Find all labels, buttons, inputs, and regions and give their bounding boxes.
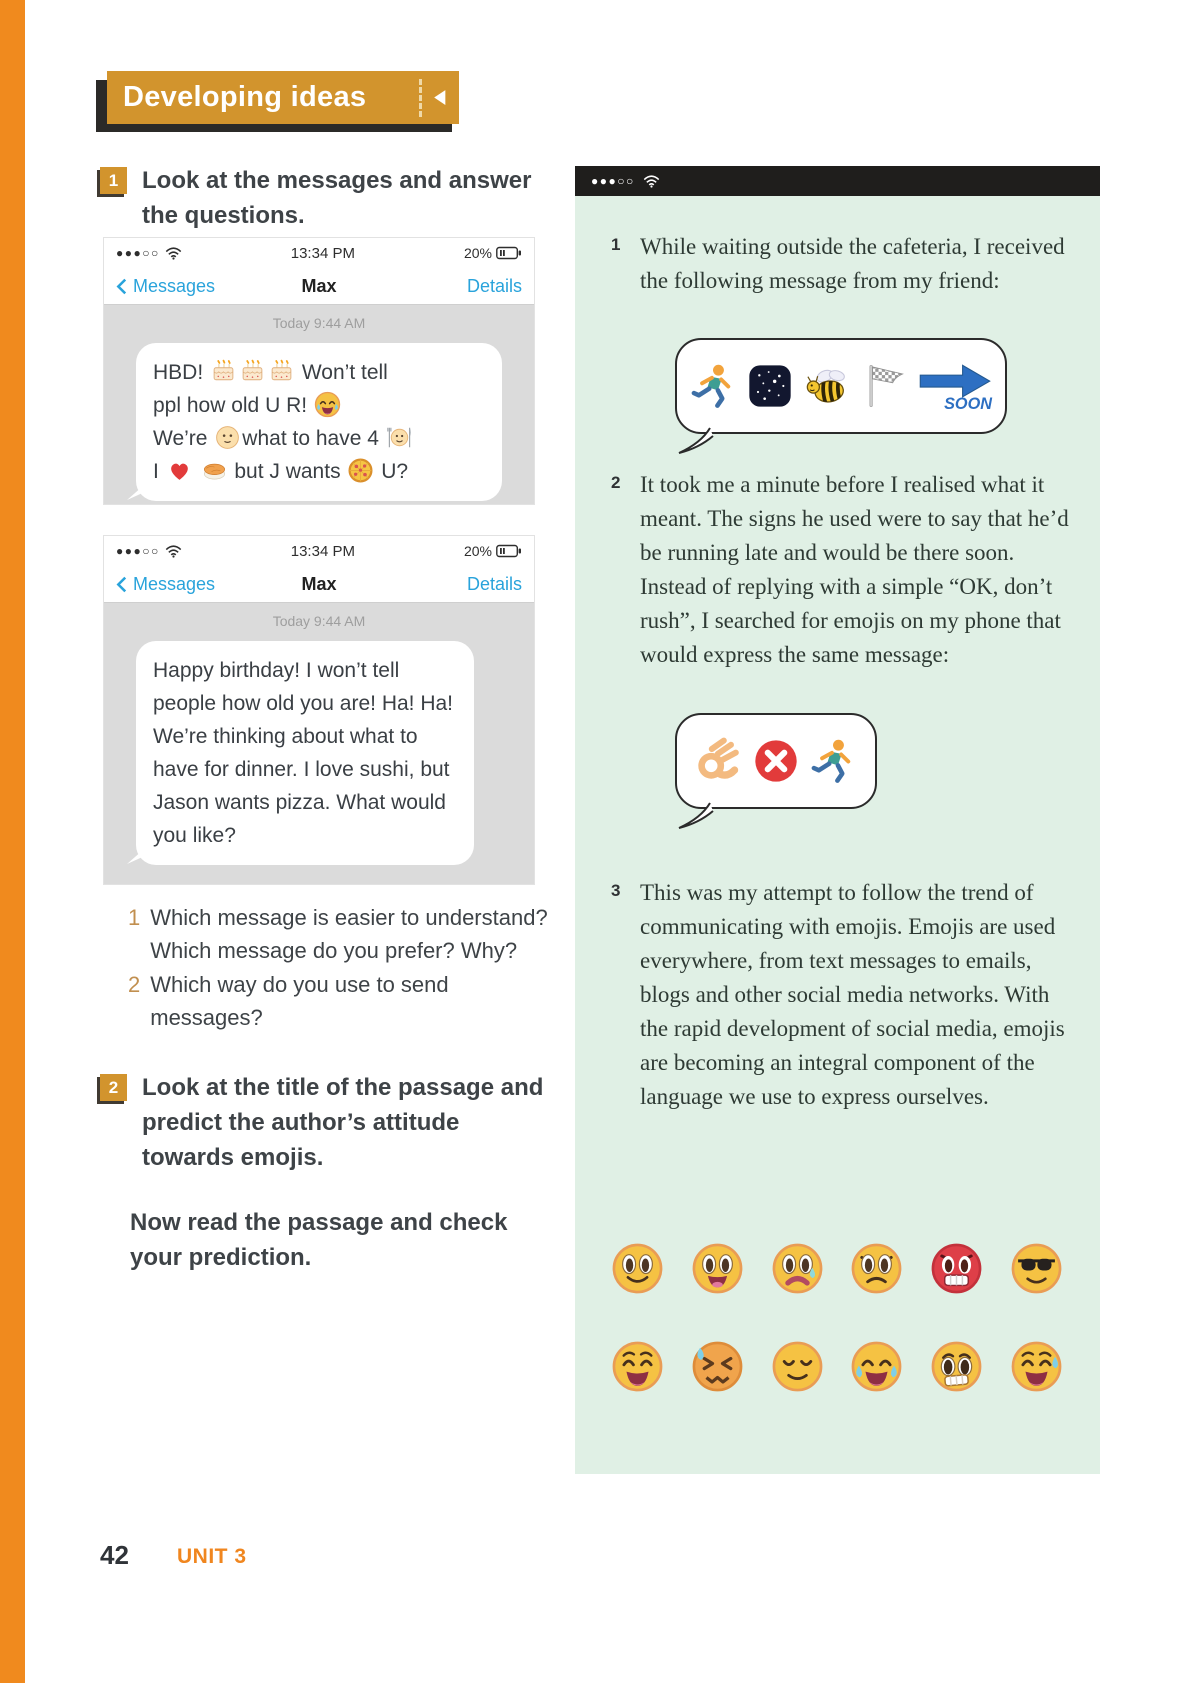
back-to-messages-button[interactable] [116,574,251,595]
grimacing-emoji [930,1340,983,1393]
details-button[interactable]: Details [466,275,522,296]
sweat-smile-emoji [1010,1340,1063,1393]
confounded-sweat-emoji [691,1340,744,1393]
message-timestamp: Today 9:44 AM [272,315,366,331]
tears-of-joy-emoji [314,391,341,418]
grinning-smiling-eyes-emoji [611,1340,664,1393]
runner-emoji [689,362,737,410]
battery-percent: 20% [463,245,492,261]
conversation-area [104,305,534,504]
rage-emoji [930,1242,983,1295]
passage-paragraph-1 [611,230,1071,298]
question-text: Which way do you use to send messages? [150,972,449,1030]
face-with-cutlery-emoji [386,424,413,451]
paragraph-number: 2 [611,473,621,492]
question-1 [128,901,558,967]
signal-dots: ●●●○○ [116,544,160,558]
night-sky-emoji [746,362,794,410]
section-header [107,71,459,124]
phone-nav-bar [104,268,534,305]
unit-label: UNIT 3 [177,1545,247,1568]
page-number: 42 [100,1540,129,1570]
clock-time: 13:34 PM [290,542,355,560]
red-heart-emoji [166,457,193,484]
battery-icon [496,246,522,260]
section-title: Developing ideas [123,81,367,113]
battery-icon [496,544,522,558]
conversation-area [104,603,534,884]
contact-name: Max [301,275,337,296]
question-number: 2 [128,972,141,997]
left-triangle-icon [432,89,447,106]
clock-time: 13:34 PM [290,244,355,262]
back-label: Messages [133,573,216,594]
reading-passage-panel [575,196,1100,1474]
smiling-open-mouth-emoji [691,1242,744,1295]
follow-up-note: Now read the passage and check your prediction. [130,1209,508,1271]
battery-percent: 20% [463,543,492,559]
birthday-cake-emoji [268,358,295,385]
passage-paragraph-3 [611,876,1071,1114]
runner-emoji [809,737,857,785]
paragraph-number: 1 [611,235,621,254]
phone-screenshot-emoji-message [103,237,535,505]
exercise-2-instruction: Look at the title of the passage and predict the author’s attitude towards emojis. [142,1074,544,1171]
exercise-2-heading [100,1070,545,1175]
question-2 [128,968,558,1034]
pizza-emoji [347,457,374,484]
signal-dots: ●●●○○ [116,246,160,260]
svg-text:SOON: SOON [944,394,992,412]
emoji-illustration-row-2 [611,1340,1063,1393]
emoji-speech-bubble-1 [675,338,1007,434]
plain-text-message-bubble: Happy birthday! I won’t tell people how old you are! Ha! Ha! We’re thinking about what to have for dinner. I love sushi, but Jason wants pizza. What would you like? [136,641,474,865]
birthday-cake-emoji [239,358,266,385]
details-button[interactable]: Details [466,573,522,594]
wifi-icon [165,545,182,558]
sunglasses-emoji [1010,1242,1063,1295]
phone-status-bar [104,536,534,566]
angry-emoji [850,1242,903,1295]
signal-indicator [116,544,182,558]
phone-nav-bar [104,566,534,603]
sushi-emoji [201,457,228,484]
thinking-face-emoji [214,424,241,451]
paragraph-number: 3 [611,881,621,900]
exercise-1-instruction: Look at the messages and answer the questions. [142,167,532,229]
question-text: Which message is easier to understand? Which message do you prefer? Why? [150,905,548,963]
paragraph-text: This was my attempt to follow the trend of communicating with emojis. Emojis are used everywhere, from text messages to emails, blogs and other social media networks. With the rapid development of social media, emojis are becoming an integral component of the language we use to express ourselves. [640,880,1065,1109]
signal-indicator [116,246,182,260]
contact-name: Max [301,573,337,594]
back-to-messages-button[interactable] [116,276,251,297]
phone-screenshot-text-message [103,535,535,885]
emoji-speech-bubble-2 [675,713,877,809]
cross-mark-emoji [752,737,800,785]
emoji-illustration-row-1 [611,1242,1063,1295]
bee-emoji [803,362,851,410]
battery-status [464,543,522,559]
wifi-icon [165,247,182,260]
tears-of-joy-emoji [850,1340,903,1393]
chevron-left-icon [116,576,127,593]
battery-status [464,245,522,261]
ok-hand-emoji [695,737,743,785]
message-timestamp: Today 9:44 AM [272,613,366,629]
passage-status-bar [575,166,1100,196]
speech-bubble-tail [677,802,715,829]
soon-arrow-emoji [917,360,993,412]
exercise-1-heading [100,163,545,233]
exercise-1-badge: 1 [100,167,127,194]
page-edge-strip [0,0,25,1683]
crying-emoji [771,1242,824,1295]
paragraph-text: It took me a minute before I realised what it meant. The signs he used were to say that he’d be running late and would be there soon. Instead of replying with a simple “OK, don’t rush”, I searched for emojis on my phone that would express the same message: [640,472,1069,667]
checkered-flag-emoji [860,362,908,410]
question-number: 1 [128,905,141,930]
chevron-left-icon [116,278,127,295]
signal-dots: ●●●○○ [591,174,635,188]
slightly-smiling-emoji [611,1242,664,1295]
emoji-text-message-bubble: HBD! Won’t tell ppl how old U R! We’re what to have 4 I but J wants U? [136,343,502,501]
passage-paragraph-2 [611,468,1071,672]
wifi-icon [643,175,660,188]
speech-bubble-tail [677,427,715,454]
phone-status-bar [104,238,534,268]
back-label: Messages [133,275,216,296]
exercise-2-badge: 2 [100,1074,127,1101]
dashed-divider [419,79,422,117]
paragraph-text: While waiting outside the cafeteria, I received the following message from my friend: [640,234,1065,293]
birthday-cake-emoji [210,358,237,385]
relieved-emoji [771,1340,824,1393]
